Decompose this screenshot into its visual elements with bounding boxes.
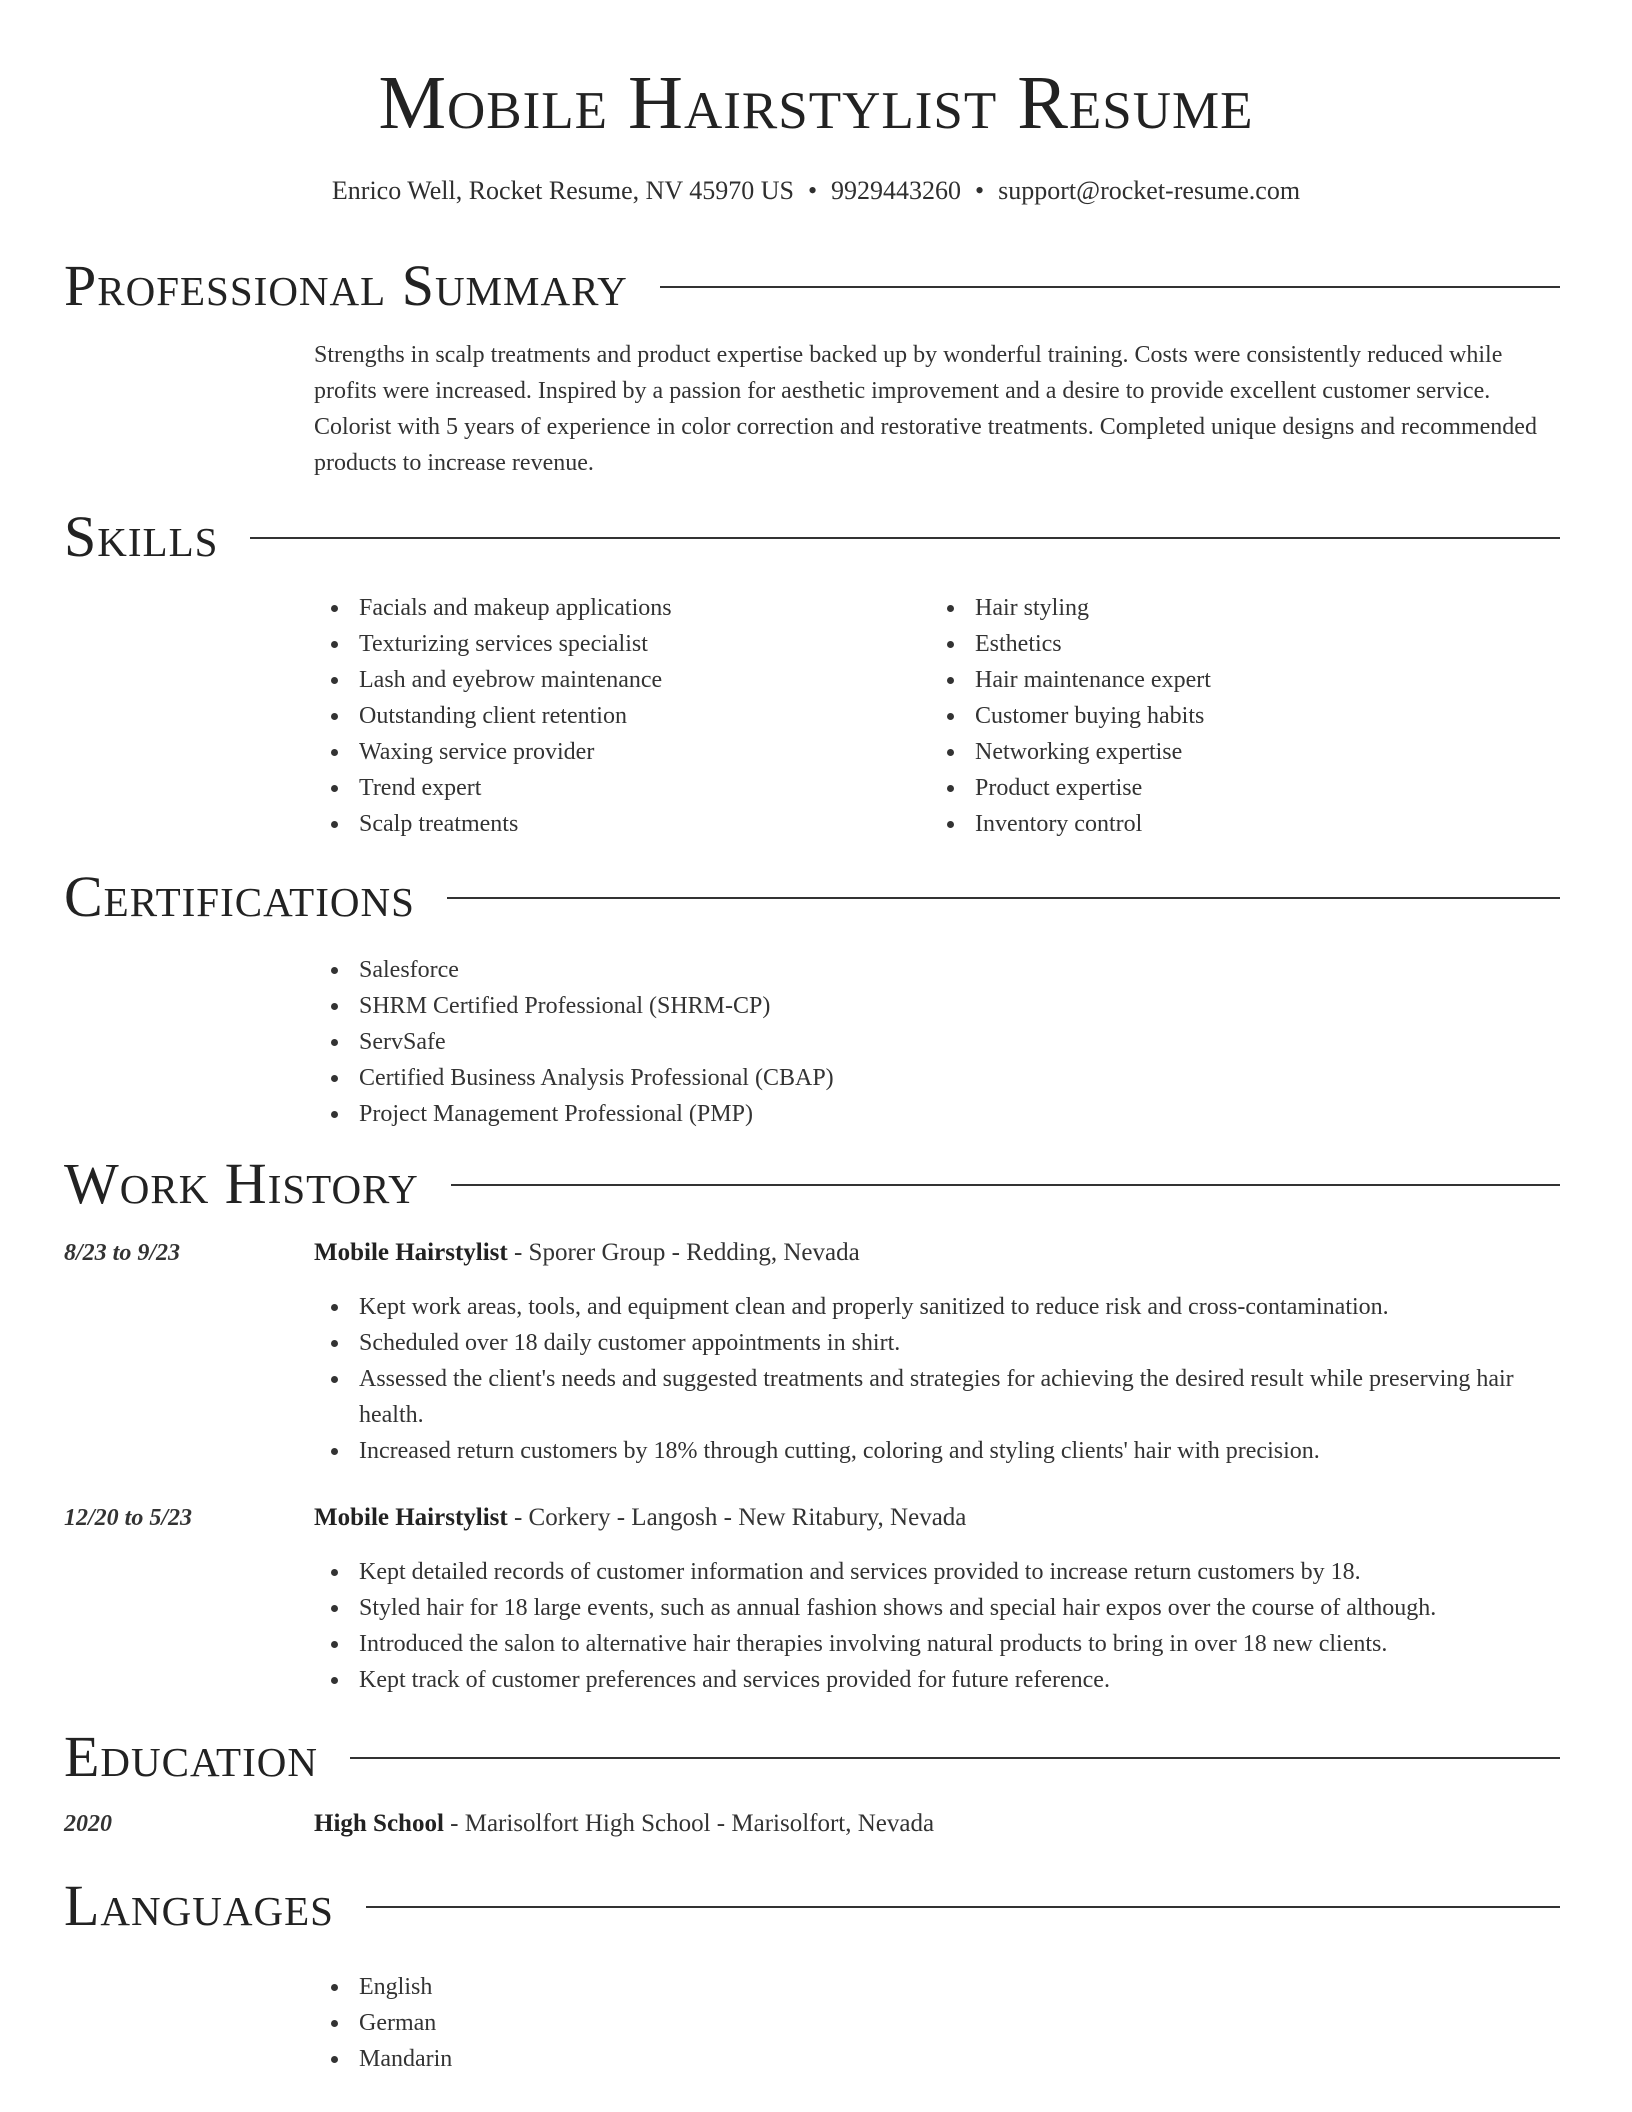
skill-item: Esthetics	[930, 626, 1530, 662]
skill-item: Hair styling	[930, 590, 1530, 626]
education-degree: High School	[314, 1810, 444, 1837]
skills-section-header	[64, 502, 1560, 572]
certification-item: Project Management Professional (PMP)	[314, 1096, 1554, 1132]
contact-separator: •	[975, 176, 985, 205]
language-item: English	[314, 1969, 914, 2005]
skills-list-left	[314, 590, 914, 842]
skill-item: Texturizing services specialist	[314, 626, 914, 662]
skill-item: Networking expertise	[930, 734, 1530, 770]
summary-section-header	[64, 251, 1560, 321]
skills-list-right	[930, 590, 1530, 842]
education-year: 2020	[64, 1811, 112, 1837]
skill-item: Waxing service provider	[314, 734, 914, 770]
job-title-line	[314, 1500, 1562, 1536]
section-heading: Professional Summary	[64, 253, 628, 318]
section-divider	[250, 537, 1560, 539]
certifications-section-header	[64, 862, 1560, 932]
skill-item: Hair maintenance expert	[930, 662, 1530, 698]
languages-section-header	[64, 1871, 1560, 1941]
education-school-location: - Marisolfort High School - Marisolfort, Nevada	[443, 1810, 935, 1837]
job-bullet: Scheduled over 18 daily customer appointments in shirt.	[314, 1325, 1562, 1361]
contact-address: Enrico Well, Rocket Resume, NV 45970 US	[331, 176, 794, 205]
job-dates: 8/23 to 9/23	[64, 1240, 181, 1266]
job-employer-location: - Corkery - Langosh - New Ritabury, Nevada	[507, 1504, 967, 1531]
section-divider	[660, 286, 1560, 288]
education-section-header	[64, 1722, 1560, 1792]
job-dates: 12/20 to 5/23	[64, 1505, 193, 1531]
contact-separator: •	[807, 176, 818, 205]
job-title-line	[314, 1235, 1562, 1271]
skill-item: Scalp treatments	[314, 806, 914, 842]
skill-item: Facials and makeup applications	[314, 590, 914, 626]
section-heading: Skills	[64, 504, 219, 569]
section-divider	[350, 1757, 1560, 1759]
certification-item: Certified Business Analysis Professional (CBAP)	[314, 1060, 1554, 1096]
section-heading: Work History	[64, 1151, 419, 1216]
job-responsibilities	[314, 1289, 1562, 1469]
job-bullet: Styled hair for 18 large events, such as annual fashion shows and special hair expos over the course of although.	[314, 1590, 1562, 1626]
section-heading: Education	[64, 1724, 318, 1789]
skill-item: Product expertise	[930, 770, 1530, 806]
section-divider	[451, 1184, 1560, 1186]
job-employer-location: - Sporer Group - Redding, Nevada	[507, 1239, 860, 1266]
job-bullet: Increased return customers by 18% through cutting, coloring and styling clients' hair with precision.	[314, 1433, 1562, 1469]
certifications-list	[314, 952, 1554, 1132]
job-title: Mobile Hairstylist	[314, 1239, 508, 1266]
certification-item: SHRM Certified Professional (SHRM-CP)	[314, 988, 1554, 1024]
job-bullet: Assessed the client's needs and suggested treatments and strategies for achieving the desired result while preserving hair health.	[314, 1361, 1562, 1433]
work-history-section-header	[64, 1149, 1560, 1219]
section-divider	[447, 897, 1560, 899]
language-item: Mandarin	[314, 2041, 914, 2077]
language-item: German	[314, 2005, 914, 2041]
section-divider	[366, 1906, 1560, 1908]
job-responsibilities	[314, 1554, 1562, 1698]
languages-list	[314, 1969, 914, 2077]
job-title: Mobile Hairstylist	[314, 1504, 508, 1531]
skill-item: Outstanding client retention	[314, 698, 914, 734]
certification-item: Salesforce	[314, 952, 1554, 988]
job-bullet: Kept track of customer preferences and services provided for future reference.	[314, 1662, 1562, 1698]
job-bullet: Kept work areas, tools, and equipment clean and properly sanitized to reduce risk and cross-contamination.	[314, 1289, 1562, 1325]
job-bullet: Introduced the salon to alternative hair therapies involving natural products to bring in over 18 new clients.	[314, 1626, 1562, 1662]
summary-text: Strengths in scalp treatments and product expertise backed up by wonderful training. Costs were consistently reduced while profits were increased. Inspired by a passion for aesthetic improvement and a desire to provide excellent customer service. Colorist with 5 years of experience in color correction and restorative treatments. Completed unique designs and recommended products to increase revenue.	[314, 342, 1537, 476]
contact-line	[0, 175, 1632, 207]
section-heading: Certifications	[64, 864, 415, 929]
skill-item: Lash and eyebrow maintenance	[314, 662, 914, 698]
skill-item: Customer buying habits	[930, 698, 1530, 734]
contact-email: support@rocket-resume.com	[998, 176, 1301, 205]
skill-item: Trend expert	[314, 770, 914, 806]
contact-phone: 9929443260	[831, 176, 962, 205]
section-heading: Languages	[64, 1873, 334, 1938]
resume-title: Mobile Hairstylist Resume	[378, 61, 1254, 145]
certification-item: ServSafe	[314, 1024, 1554, 1060]
skill-item: Inventory control	[930, 806, 1530, 842]
education-line	[314, 1806, 1562, 1842]
job-bullet: Kept detailed records of customer information and services provided to increase return customers by 18.	[314, 1554, 1562, 1590]
